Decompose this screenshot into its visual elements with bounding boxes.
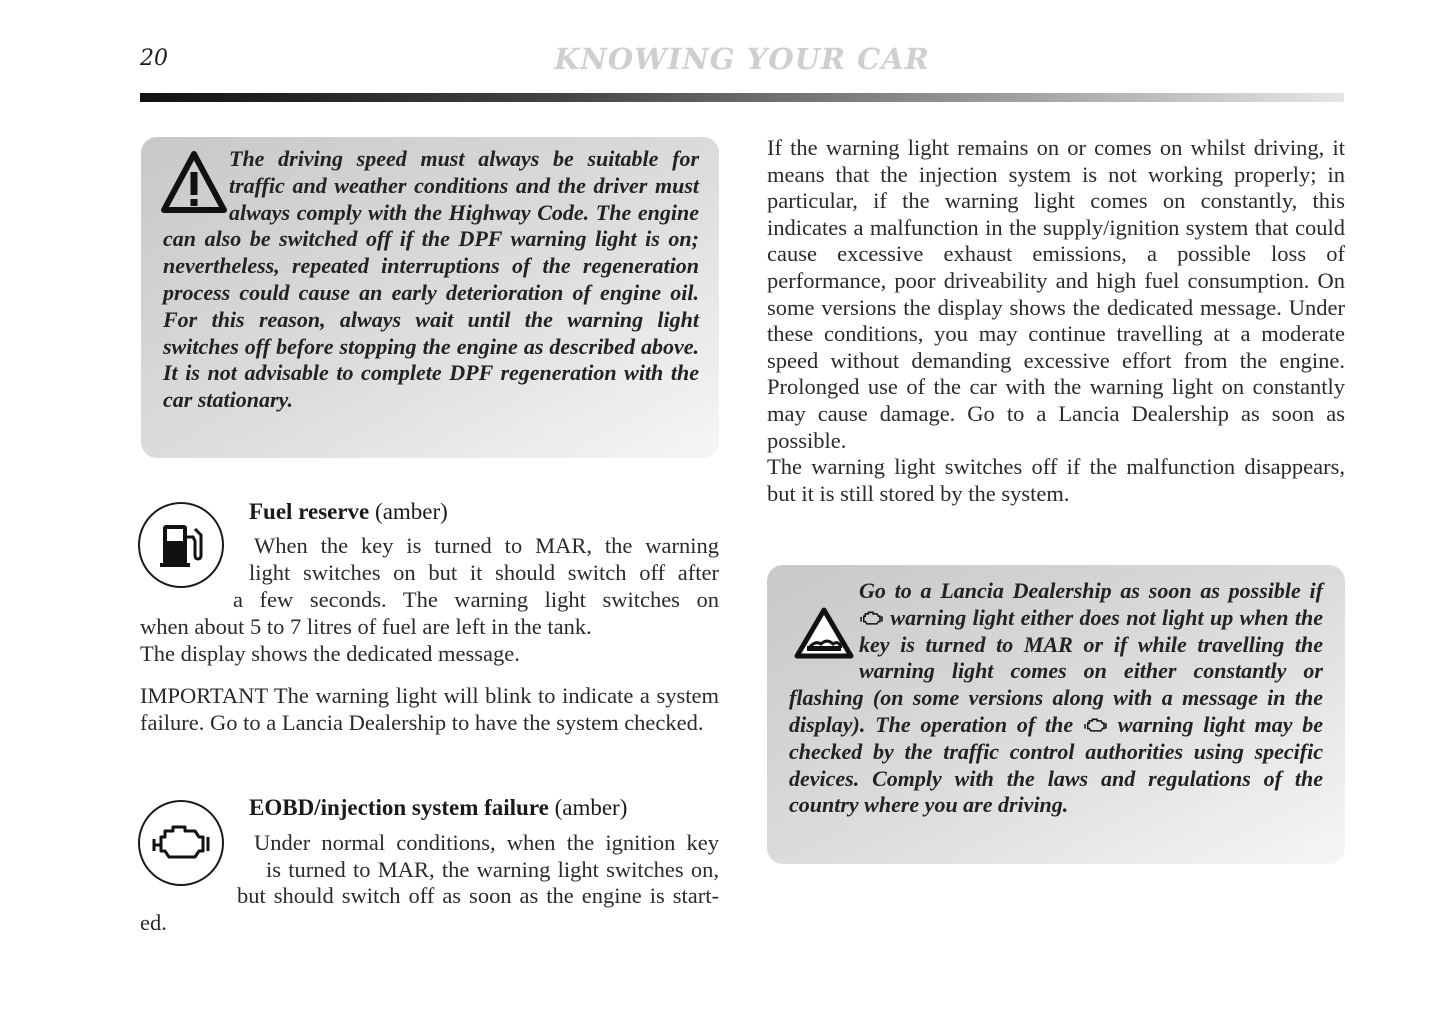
fuel-line-3: a few seconds. The warning light switches on <box>233 587 719 612</box>
eobd-heading: EOBD/injection system failure (amber) <box>249 795 628 820</box>
fuel-line-4: when about 5 to 7 litres of fuel are left in the tank. <box>140 614 592 639</box>
page-number: 20 <box>140 46 168 71</box>
eobd-line-4: ed. <box>140 910 167 935</box>
fuel-line-5: The display shows the dedicated message. <box>140 641 520 666</box>
eobd-line-3: but should switch off as soon as the engine is start- <box>237 883 719 908</box>
engine-icon <box>859 610 884 627</box>
fuel-important-note: IMPORTANT The warning light will blink to indicate a system failure. Go to a Lancia Dealership to have the system checked. <box>140 683 719 735</box>
fuel-reserve-indicator <box>138 502 224 588</box>
dpf-warning-box <box>141 137 719 458</box>
section-title: KNOWING YOUR CAR <box>554 42 930 76</box>
header-divider <box>140 93 1344 102</box>
engine-icon <box>1083 717 1108 734</box>
fuel-line-2: light switches on but it should switch off after <box>249 560 719 585</box>
eobd-line-1: Under normal conditions, when the ignition key <box>254 830 719 855</box>
fuel-reserve-heading: Fuel reserve (amber) <box>249 499 448 524</box>
injection-paragraph: If the warning light remains on or comes on whilst driving, it means that the injection system is not working properly; in particular, if the warning light comes on constantly, this indicates a malfunction in the supply/ignition system that could cause excessive exhaust emissions, a possible loss of performance, poor driveability and high fuel consumption. On some versions the display shows the dedicated message. Under these conditions, you may continue travelling at a moderate speed without demanding excessive effort from the engine. Prolonged use of the car with the warning light on constantly may cause damage. Go to a Lancia Dealership as soon as possible. <box>767 135 1345 453</box>
right-column <box>767 135 1345 507</box>
warning-triangle-icon <box>161 150 227 216</box>
eobd-line-2: is turned to MAR, the warning light switches on, <box>266 857 719 882</box>
fuel-pump-icon <box>155 519 207 571</box>
fuel-line-1: When the key is turned to MAR, the warning <box>254 533 719 558</box>
dealership-warning-box <box>767 565 1345 864</box>
malfunction-paragraph: The warning light switches off if the malfunction disappears, but it is still stored by the system. <box>767 454 1345 506</box>
dpf-warning-text: The driving speed must always be suitable for traffic and weather conditions and the driver must always comply with the Highway Code. The engine can also be switched off if the DPF warning light is on; nevertheless, repeated interruptions of the regeneration process could cause an early deterioration of engine oil. For this reason, always wait until the warning light switches off before stopping the engine as described above. It is not advisable to complete DPF regeneration with the car stationary. <box>163 146 699 413</box>
eobd-indicator <box>138 800 224 886</box>
dealership-warning-text: Go to a Lancia Dealership as soon as possible if warning light either does not light up when the key is turned to MAR or if while travelling the warning light comes on either constantly or flashing (on some versions along with a message in the display). The operation of the warning light may be checked by the traffic control authorities using specific devices. Comply with the laws and regulations of the country where you are driving. <box>789 578 1324 818</box>
environment-warning-icon <box>789 588 859 662</box>
engine-icon <box>151 821 211 865</box>
